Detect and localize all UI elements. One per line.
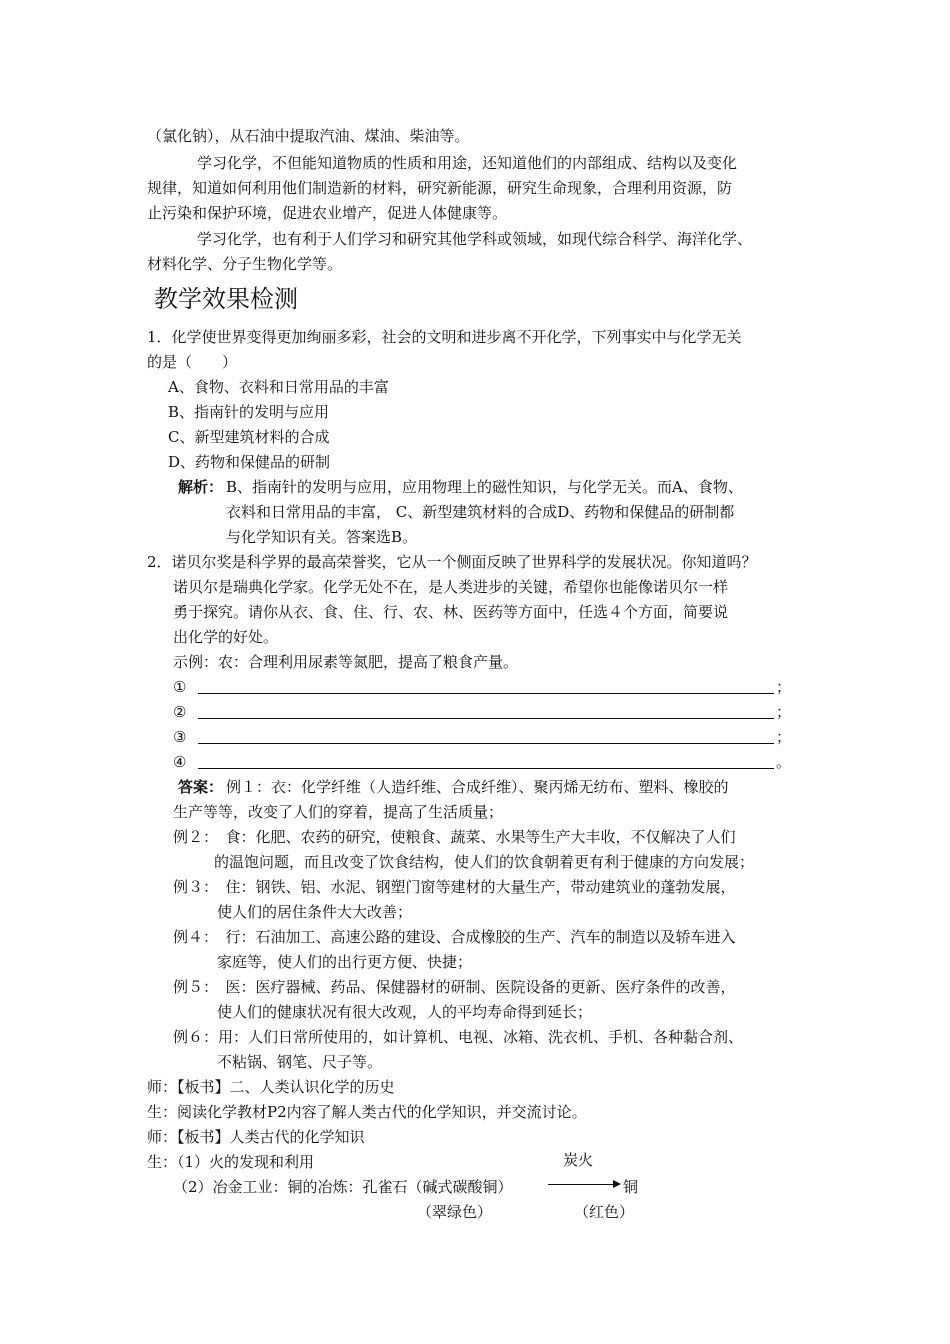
- blank-end: ；: [776, 703, 792, 721]
- blank-number: ③: [173, 728, 187, 746]
- answer-blank-3[interactable]: [198, 743, 774, 744]
- q2-answer: 例２： 食：化肥、农药的研究，使粮食、蔬菜、水果等生产大丰收，不仅解决了人们: [173, 828, 736, 846]
- reaction-arrow: [548, 1184, 614, 1185]
- q1-analysis: B、指南针的发明与应用，应用物理上的磁性知识，与化学无关。而A、食物、: [226, 478, 743, 496]
- teacher-line: 师：【板书】二、人类认识化学的历史: [147, 1078, 395, 1096]
- q2-answer: 的温饱问题，而且改变了饮食结构，使人们的饮食朝着更有利于健康的方向发展；: [214, 853, 755, 871]
- q2-answer: 使人们的健康状况有很大改观，人的平均寿命得到延长；: [217, 1003, 593, 1021]
- q2-answer: 例１：衣：化学纤维（人造纤维、合成纤维）、聚丙烯无纺布、塑料、橡胶的: [226, 778, 729, 796]
- q2-answer: 例４： 行：石油加工、高速公路的建设、合成橡胶的生产、汽车的制造以及轿车进入: [173, 928, 736, 946]
- q2-answer: 不粘锅、钢笔、尺子等。: [217, 1053, 383, 1071]
- intro-line: 材料化学、分子生物化学等。: [147, 255, 343, 273]
- q1-option-c: C、新型建筑材料的合成: [168, 428, 330, 446]
- q1-option-d: D、药物和保健品的研制: [168, 453, 331, 471]
- student-line: 生：阅读化学教材P2内容了解人类古代的化学知识，并交流讨论。: [147, 1103, 587, 1121]
- answer-blank-4[interactable]: [198, 768, 774, 769]
- reactant-color: （翠绿色）: [417, 1203, 493, 1221]
- q2-answer: 例６：用：人们日常所使用的，如计算机、电视、冰箱、洗衣机、手机、各种黏合剂、: [173, 1028, 744, 1046]
- q2-answer: 例３： 住：钢铁、铝、水泥、钢塑门窗等建材的大量生产，带动建筑业的蓬勃发展，: [173, 878, 736, 896]
- intro-line: 学习化学，也有利于人们学习和研究其他学科或领域，如现代综合科学、海洋化学、: [197, 230, 753, 248]
- reaction-condition: 炭火: [563, 1151, 594, 1169]
- q2-stem: 诺贝尔是瑞典化学家。化学无处不在，是人类进步的关键，希望你也能像诺贝尔一样: [173, 578, 729, 596]
- arrow-head-icon: [613, 1180, 621, 1188]
- blank-end: 。: [776, 753, 792, 771]
- q1-analysis: 衣料和日常用品的丰富， C、新型建筑材料的合成D、药物和保健品的研制都: [226, 503, 735, 521]
- blank-end: ；: [776, 728, 792, 746]
- blank-number: ④: [173, 753, 187, 771]
- q1-analysis-label: 解析：: [178, 478, 224, 496]
- blank-number: ②: [173, 703, 187, 721]
- student-line: 生：（1）火的发现和利用: [147, 1153, 315, 1171]
- q1-stem: 1．化学使世界变得更加绚丽多彩，社会的文明和进步离不开化学，下列事实中与化学无关: [147, 328, 742, 346]
- q2-answer: 家庭等，使人们的出行更方便、快捷；: [217, 953, 473, 971]
- section-title: 教学效果检测: [154, 285, 298, 313]
- q1-analysis: 与化学知识有关。答案选B。: [226, 528, 418, 546]
- answer-blank-2[interactable]: [198, 718, 774, 719]
- intro-line: 学习化学，不但能知道物质的性质和用途，还知道他们的内部组成、结构以及变化: [197, 154, 738, 172]
- student-line: （2）冶金工业：铜的冶炼：孔雀石（碱式碳酸铜）: [173, 1178, 513, 1196]
- q2-stem: 2．诺贝尔奖是科学界的最高荣誉奖，它从一个侧面反映了世界科学的发展状况。你知道吗？: [147, 553, 757, 571]
- intro-line: （氯化钠），从石油中提取汽油、煤油、柴油等。: [147, 127, 470, 145]
- product-color: （红色）: [574, 1203, 635, 1221]
- q1-option-b: B、指南针的发明与应用: [168, 403, 330, 421]
- intro-line: 止污染和保护环境，促进农业增产，促进人体健康等。: [147, 204, 508, 222]
- q1-stem: 的是（ ）: [147, 353, 238, 371]
- q2-example: 示例：农：合理利用尿素等氮肥，提高了粮食产量。: [173, 653, 519, 671]
- q2-answer: 例５： 医：医疗器械、药品、保健器材的研制、医院设备的更新、医疗条件的改善，: [173, 978, 736, 996]
- reaction-product: 铜: [623, 1178, 639, 1196]
- q2-stem: 出化学的好处。: [173, 628, 279, 646]
- q1-option-a: A、食物、衣料和日常用品的丰富: [168, 378, 389, 396]
- blank-number: ①: [173, 678, 187, 696]
- answer-blank-1[interactable]: [198, 693, 774, 694]
- blank-end: ；: [776, 678, 792, 696]
- teacher-line: 师：【板书】人类古代的化学知识: [147, 1128, 365, 1146]
- q2-answer: 使人们的居住条件大大改善；: [217, 903, 413, 921]
- q2-answer: 生产等等，改变了人们的穿着，提高了生活质量；: [173, 803, 504, 821]
- q2-stem: 勇于探究。请你从衣、食、住、行、农、林、医药等方面中，任选４个方面，简要说: [173, 603, 729, 621]
- intro-line: 规律，知道如何利用他们制造新的材料，研究新能源，研究生命现象，合理利用资源，防: [147, 179, 733, 197]
- q2-answer-label: 答案：: [178, 778, 224, 796]
